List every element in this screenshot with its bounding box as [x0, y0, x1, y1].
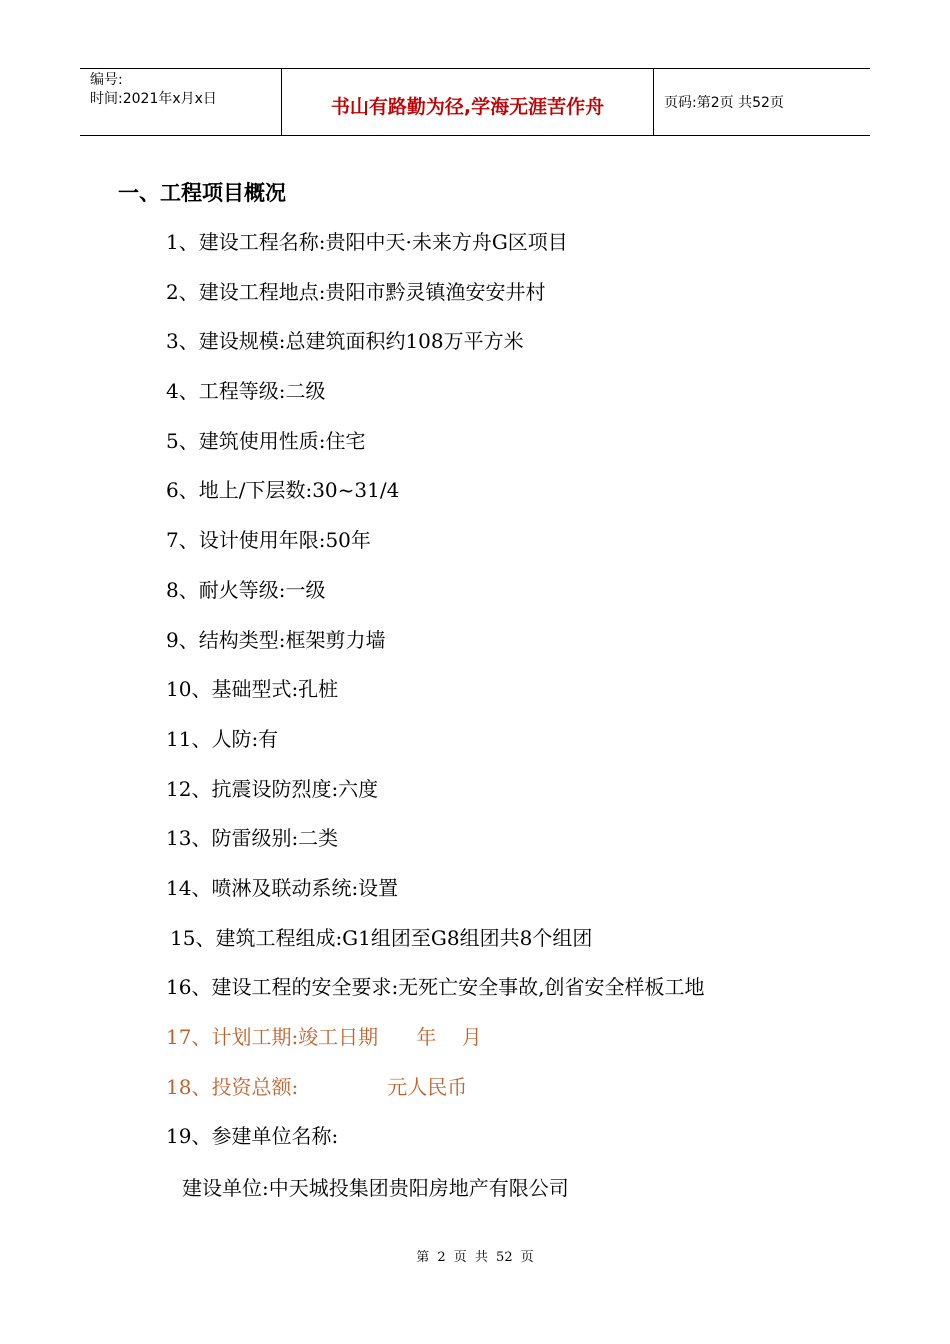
list-item: 3、建设规模:总建筑面积约108万平方米 [166, 329, 524, 354]
list-item: 6、地上/下层数:30~31/4 [166, 478, 400, 503]
list-item: 2、建设工程地点:贵阳市黔灵镇渔安安井村 [166, 279, 546, 304]
list-item: 16、建设工程的安全要求:无死亡安全事故,创省安全样板工地 [166, 975, 705, 1000]
list-item: 12、抗震设防烈度:六度 [166, 776, 379, 801]
project-overview-list [166, 228, 705, 1172]
list-item: 14、喷淋及联动系统:设置 [166, 875, 399, 900]
header-meta [80, 69, 282, 135]
list-item: 11、人防:有 [166, 726, 279, 751]
list-item: 4、工程等级:二级 [166, 379, 326, 404]
header-motto: 书山有路勤为径,学海无涯苦作舟 [282, 69, 654, 135]
list-item: 18、投资总额: 元人民币 [166, 1074, 468, 1099]
list-item: 9、结构类型:框架剪力墙 [166, 627, 386, 652]
page-footer: 第 2 页 共 52 页 [416, 1250, 534, 1265]
list-item: 15、建筑工程组成:G1组团至G8组团共8个组团 [170, 925, 593, 950]
list-item: 19、参建单位名称: [166, 1124, 339, 1149]
number-label: 编号: [90, 72, 123, 88]
time-label: 时间:2021年x月x日 [90, 91, 217, 107]
list-item: 1、建设工程名称:贵阳中天·未来方舟G区项目 [166, 230, 568, 254]
list-item: 13、防雷级别:二类 [166, 826, 339, 851]
section-title: 一、工程项目概况 [118, 181, 286, 205]
list-item: 8、耐火等级:一级 [166, 577, 326, 602]
list-item: 17、计划工期:竣工日期 年 月 [166, 1025, 482, 1049]
construction-unit: 建设单位:中天城投集团贵阳房地产有限公司 [182, 1176, 569, 1200]
list-item: 5、建筑使用性质:住宅 [166, 428, 366, 453]
document-header [80, 68, 870, 136]
list-item: 10、基础型式:孔桩 [166, 677, 339, 702]
header-page-info: 页码:第2页 共52页 [664, 95, 784, 111]
list-item: 7、设计使用年限:50年 [166, 528, 371, 553]
